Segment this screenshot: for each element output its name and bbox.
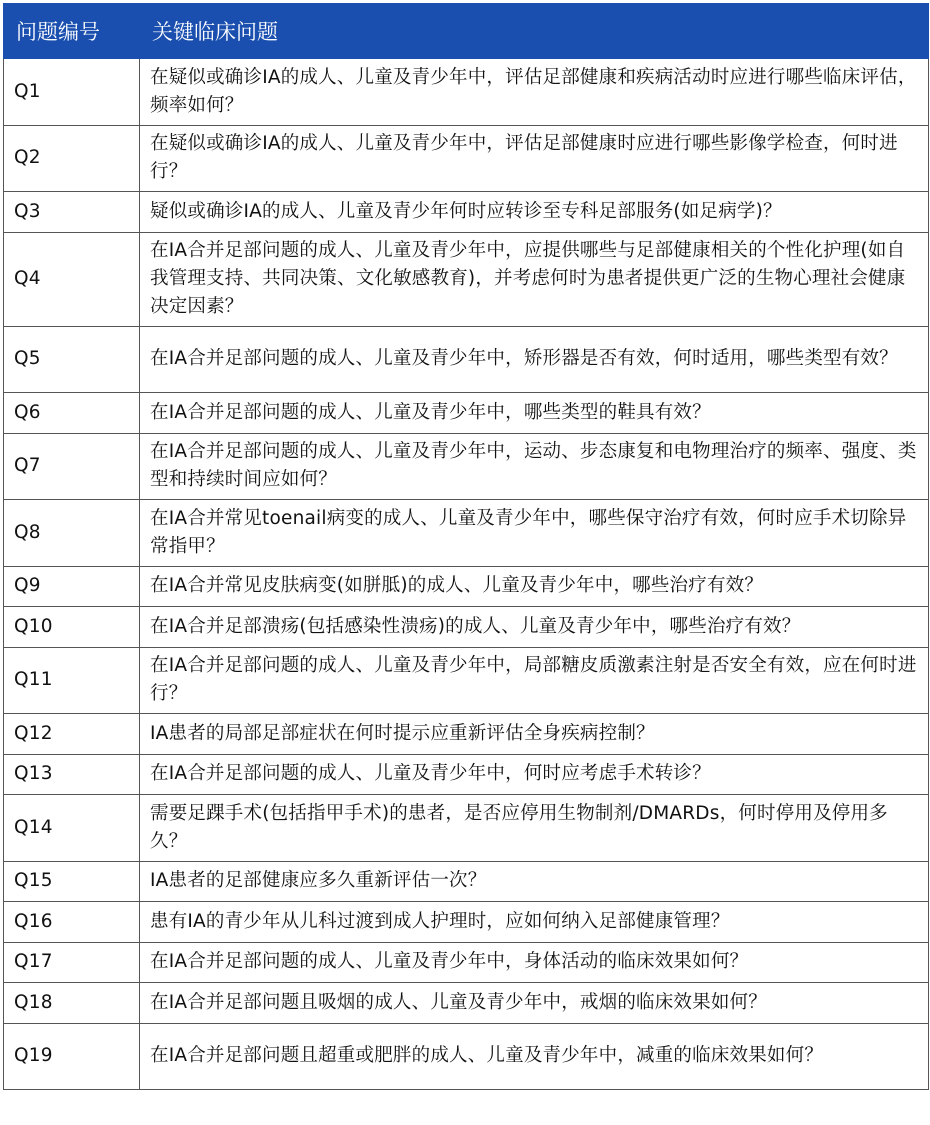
table-row <box>4 433 929 500</box>
question-text: 在疑似或确诊IA的成人、儿童及青少年中，评估足部健康和疾病活动时应进行哪些临床评估，频率如何？ <box>140 59 929 126</box>
question-id: Q13 <box>4 754 140 795</box>
question-text: 在IA合并足部问题的成人、儿童及青少年中，身体活动的临床效果如何？ <box>140 942 929 983</box>
question-text: 患有IA的青少年从儿科过渡到成人护理时，应如何纳入足部健康管理？ <box>140 902 929 943</box>
question-id: Q17 <box>4 942 140 983</box>
question-id: Q18 <box>4 983 140 1024</box>
table-row <box>4 647 929 714</box>
table-row <box>4 125 929 192</box>
question-id: Q4 <box>4 232 140 326</box>
table-row <box>4 795 929 862</box>
table-row <box>4 192 929 233</box>
question-id: Q14 <box>4 795 140 862</box>
table-row <box>4 326 929 393</box>
question-text: 在IA合并足部问题的成人、儿童及青少年中，何时应考虑手术转诊？ <box>140 754 929 795</box>
question-id: Q7 <box>4 433 140 500</box>
table-row <box>4 861 929 902</box>
question-text: 在IA合并常见toenail病变的成人、儿童及青少年中，哪些保守治疗有效，何时应手术切除异常指甲？ <box>140 500 929 567</box>
question-id: Q2 <box>4 125 140 192</box>
table-row <box>4 714 929 755</box>
question-text: 在IA合并足部溃疡(包括感染性溃疡)的成人、儿童及青少年中，哪些治疗有效？ <box>140 607 929 648</box>
question-text: 在IA合并足部问题的成人、儿童及青少年中，哪些类型的鞋具有效？ <box>140 393 929 434</box>
question-id: Q8 <box>4 500 140 567</box>
table-row <box>4 500 929 567</box>
question-text: IA患者的足部健康应多久重新评估一次？ <box>140 861 929 902</box>
header-key-question: 关键临床问题 <box>140 4 929 59</box>
question-text: 在IA合并足部问题的成人、儿童及青少年中，局部糖皮质激素注射是否安全有效，应在何时进行？ <box>140 647 929 714</box>
question-id: Q11 <box>4 647 140 714</box>
question-text: 在IA合并足部问题且吸烟的成人、儿童及青少年中，戒烟的临床效果如何？ <box>140 983 929 1024</box>
question-text: 需要足踝手术(包括指甲手术)的患者，是否应停用生物制剂/DMARDs，何时停用及停用多久？ <box>140 795 929 862</box>
table-row <box>4 754 929 795</box>
question-id: Q3 <box>4 192 140 233</box>
question-text: 在IA合并足部问题的成人、儿童及青少年中，矫形器是否有效，何时适用，哪些类型有效？ <box>140 326 929 393</box>
table-row <box>4 902 929 943</box>
question-id: Q12 <box>4 714 140 755</box>
question-id: Q1 <box>4 59 140 126</box>
header-question-id: 问题编号 <box>4 4 140 59</box>
table-header-row <box>4 4 929 59</box>
table-row <box>4 566 929 607</box>
question-id: Q9 <box>4 566 140 607</box>
table-row <box>4 1023 929 1090</box>
question-text: 在IA合并足部问题的成人、儿童及青少年中，运动、步态康复和电物理治疗的频率、强度、类型和持续时间应如何？ <box>140 433 929 500</box>
table-row <box>4 232 929 326</box>
question-text: 在IA合并常见皮肤病变(如胼胝)的成人、儿童及青少年中，哪些治疗有效？ <box>140 566 929 607</box>
question-text: 在IA合并足部问题的成人、儿童及青少年中，应提供哪些与足部健康相关的个性化护理(如自我管理支持、共同决策、文化敏感教育)，并考虑何时为患者提供更广泛的生物心理社会健康决定因素？ <box>140 232 929 326</box>
question-id: Q10 <box>4 607 140 648</box>
table-row <box>4 393 929 434</box>
clinical-questions-table <box>3 3 929 1090</box>
question-id: Q6 <box>4 393 140 434</box>
table-row <box>4 942 929 983</box>
question-text: IA患者的局部足部症状在何时提示应重新评估全身疾病控制？ <box>140 714 929 755</box>
question-id: Q16 <box>4 902 140 943</box>
question-id: Q5 <box>4 326 140 393</box>
question-id: Q19 <box>4 1023 140 1090</box>
question-text: 在疑似或确诊IA的成人、儿童及青少年中，评估足部健康时应进行哪些影像学检查，何时进行？ <box>140 125 929 192</box>
table-row <box>4 983 929 1024</box>
question-id: Q15 <box>4 861 140 902</box>
question-text: 疑似或确诊IA的成人、儿童及青少年何时应转诊至专科足部服务(如足病学)？ <box>140 192 929 233</box>
table-row <box>4 59 929 126</box>
question-text: 在IA合并足部问题且超重或肥胖的成人、儿童及青少年中，减重的临床效果如何？ <box>140 1023 929 1090</box>
table-row <box>4 607 929 648</box>
